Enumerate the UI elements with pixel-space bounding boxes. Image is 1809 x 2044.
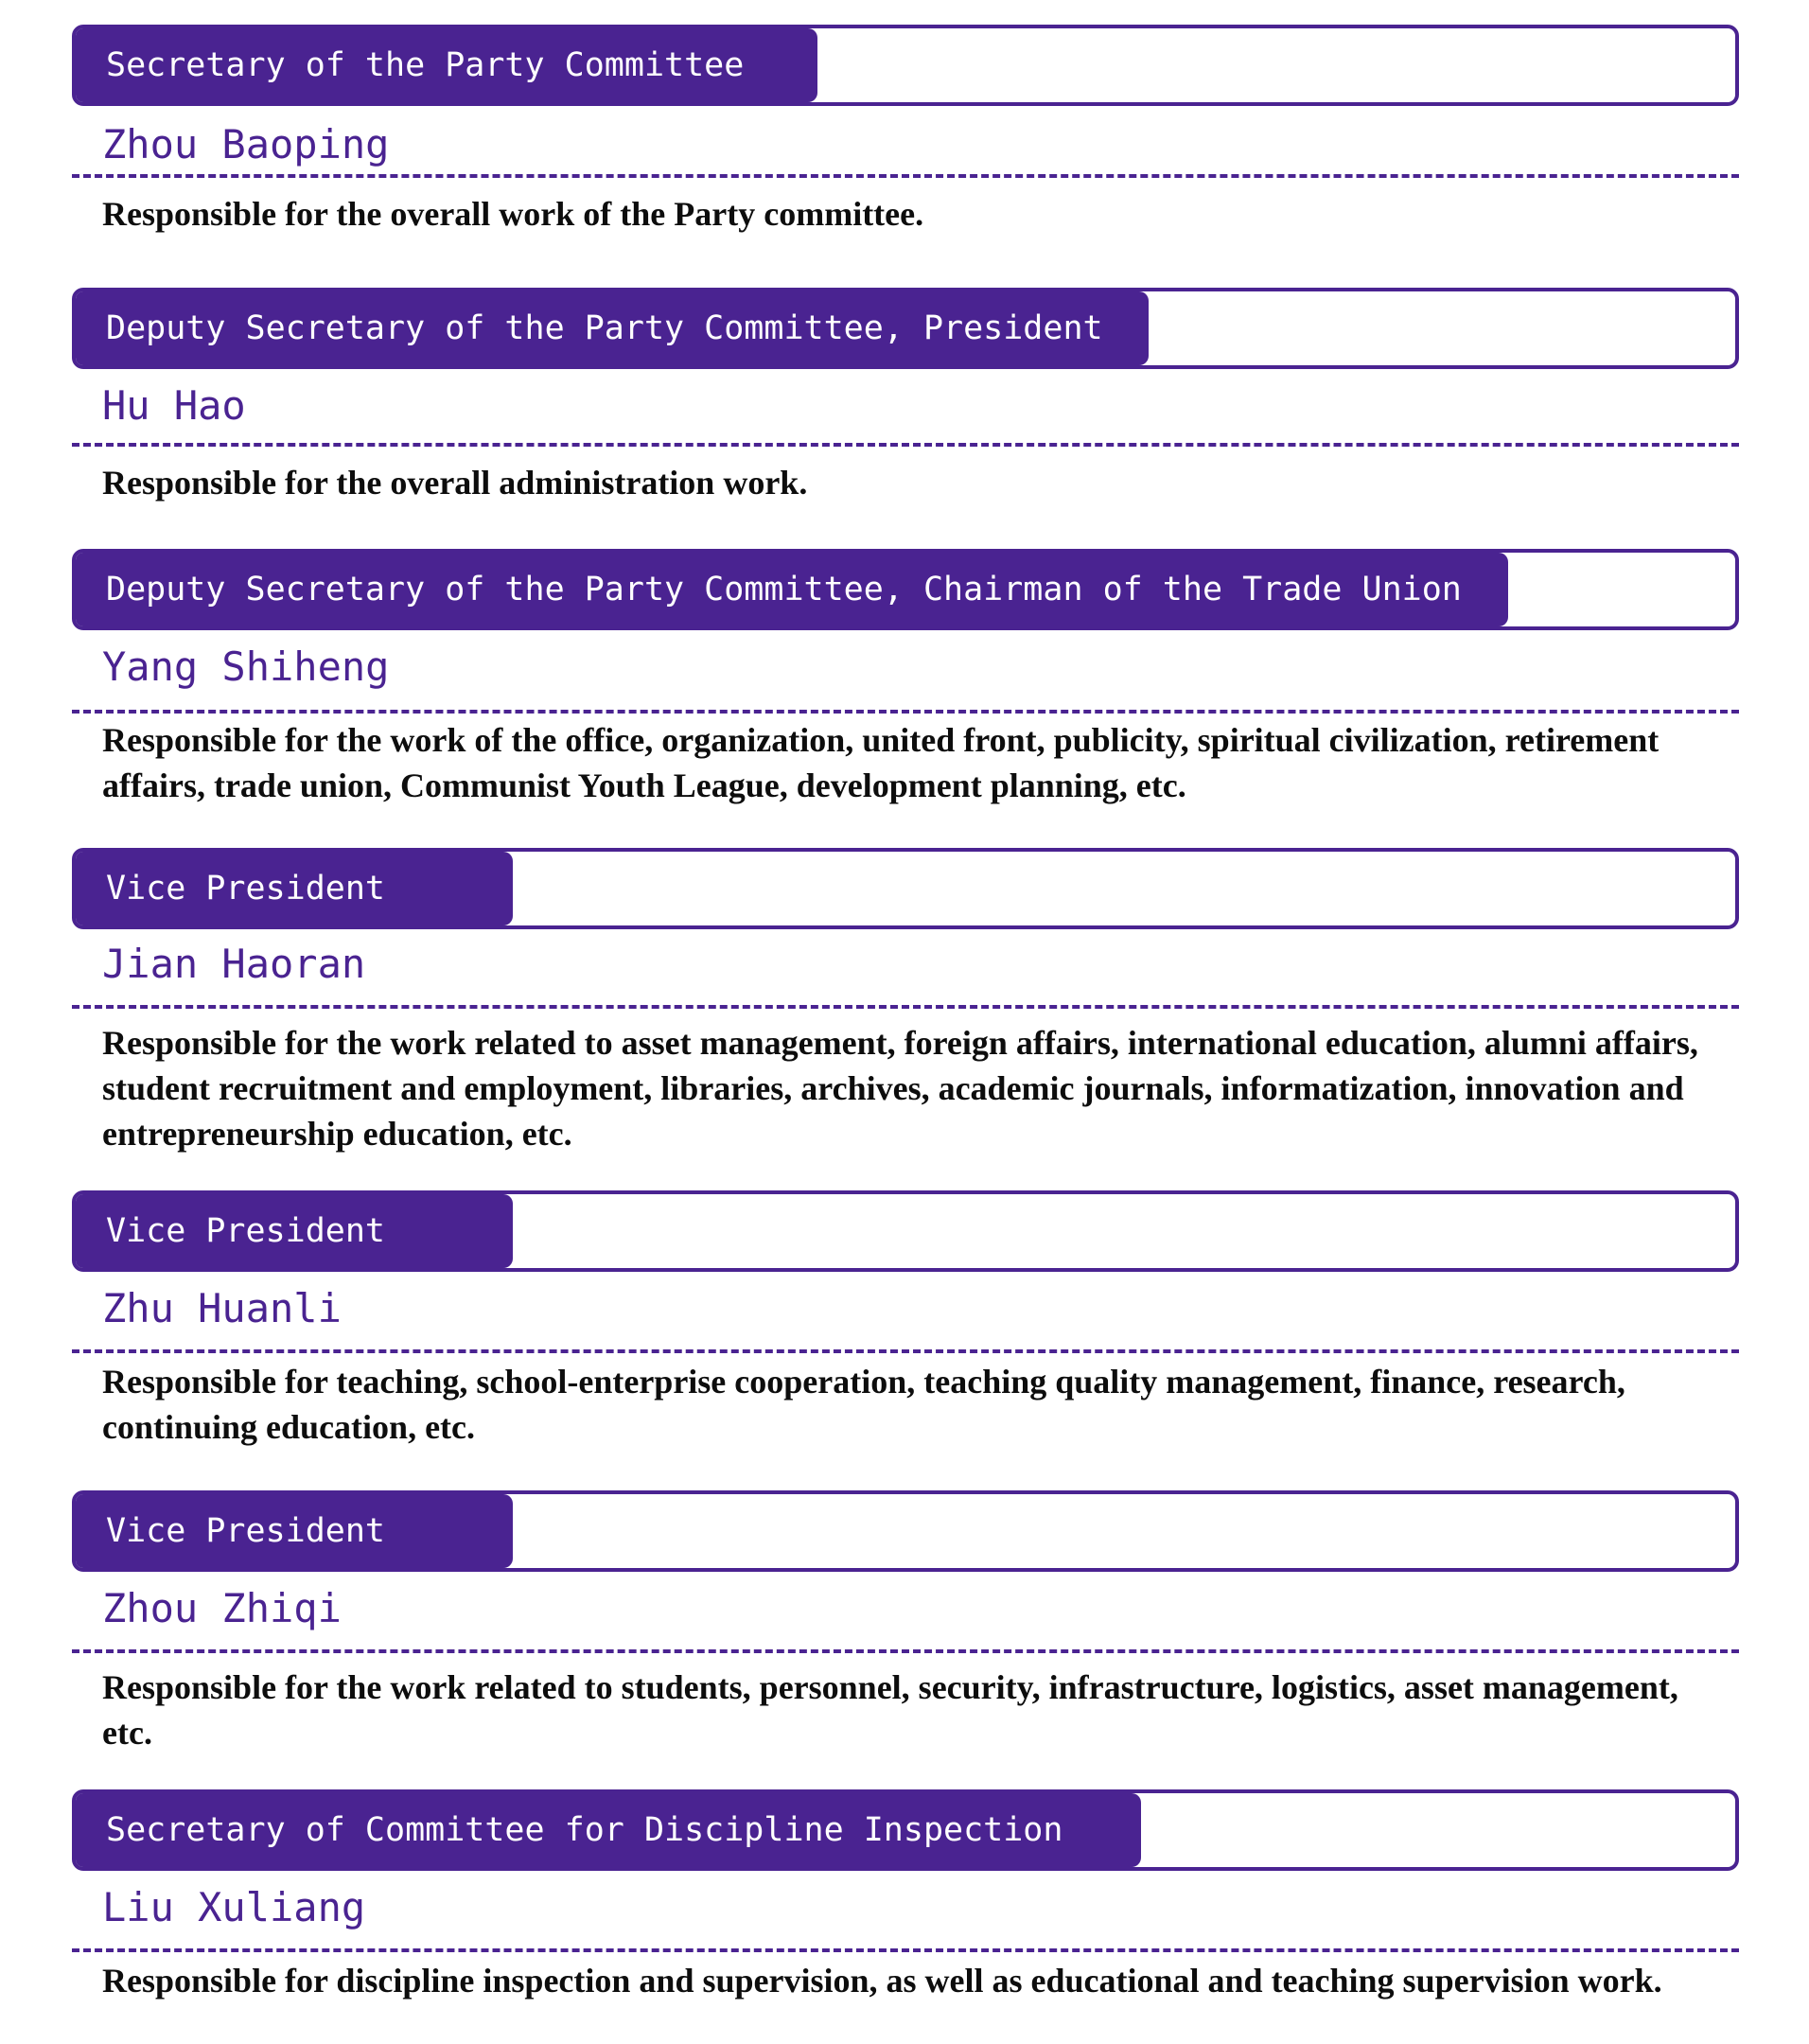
dashed-divider <box>72 443 1739 447</box>
title-bar <box>72 848 1739 929</box>
leader-title: Vice President <box>106 870 386 907</box>
dashed-divider <box>72 174 1739 178</box>
dashed-divider <box>72 1349 1739 1353</box>
leader-duties: Responsible for the overall administration work. <box>102 464 808 502</box>
leader-name: Jian Haoran <box>102 941 366 987</box>
leader-duties: Responsible for the overall work of the Party committee. <box>102 195 924 233</box>
leader-duties: Responsible for discipline inspection and supervision, as well as educational and teaching supervision work. <box>102 1962 1662 2000</box>
leader-title: Deputy Secretary of the Party Committee, Chairman of the Trade Union <box>106 571 1462 608</box>
dashed-divider <box>72 710 1739 714</box>
leader-title: Secretary of Committee for Discipline Inspection <box>106 1811 1063 1849</box>
dashed-divider <box>72 1649 1739 1653</box>
title-bar <box>72 1190 1739 1272</box>
leader-duties: Responsible for the work of the office, organization, united front, publicity, spiritual civilization, retirement affairs, trade union, Communist Youth League, development planning, etc. <box>102 721 1660 804</box>
leader-title: Deputy Secretary of the Party Committee, President <box>106 309 1103 347</box>
title-bar <box>72 288 1739 369</box>
leader-name: Liu Xuliang <box>102 1884 366 1930</box>
leader-title: Vice President <box>106 1512 386 1550</box>
title-bar <box>72 25 1739 106</box>
leader-name: Zhou Zhiqi <box>102 1585 342 1631</box>
title-bar <box>72 549 1739 630</box>
leader-name: Hu Hao <box>102 382 246 429</box>
leader-duties: Responsible for teaching, school-enterprise cooperation, teaching quality management, finance, research, continuing education, etc. <box>102 1363 1625 1446</box>
dashed-divider <box>72 1948 1739 1952</box>
leader-duties: Responsible for the work related to students, personnel, security, infrastructure, logistics, asset management, etc. <box>102 1668 1678 1752</box>
leader-duties: Responsible for the work related to asset management, foreign affairs, international education, alumni affairs, student recruitment and employment, libraries, archives, academic journals, informatization, innovation and entrepreneurship education, etc. <box>102 1024 1698 1153</box>
leader-name: Zhou Baoping <box>102 121 390 167</box>
dashed-divider <box>72 1005 1739 1009</box>
leader-title: Secretary of the Party Committee <box>106 46 745 84</box>
title-bar <box>72 1490 1739 1572</box>
leader-name: Zhu Huanli <box>102 1285 342 1331</box>
leader-name: Yang Shiheng <box>102 643 390 690</box>
leader-title: Vice President <box>106 1212 386 1250</box>
title-bar <box>72 1789 1739 1871</box>
